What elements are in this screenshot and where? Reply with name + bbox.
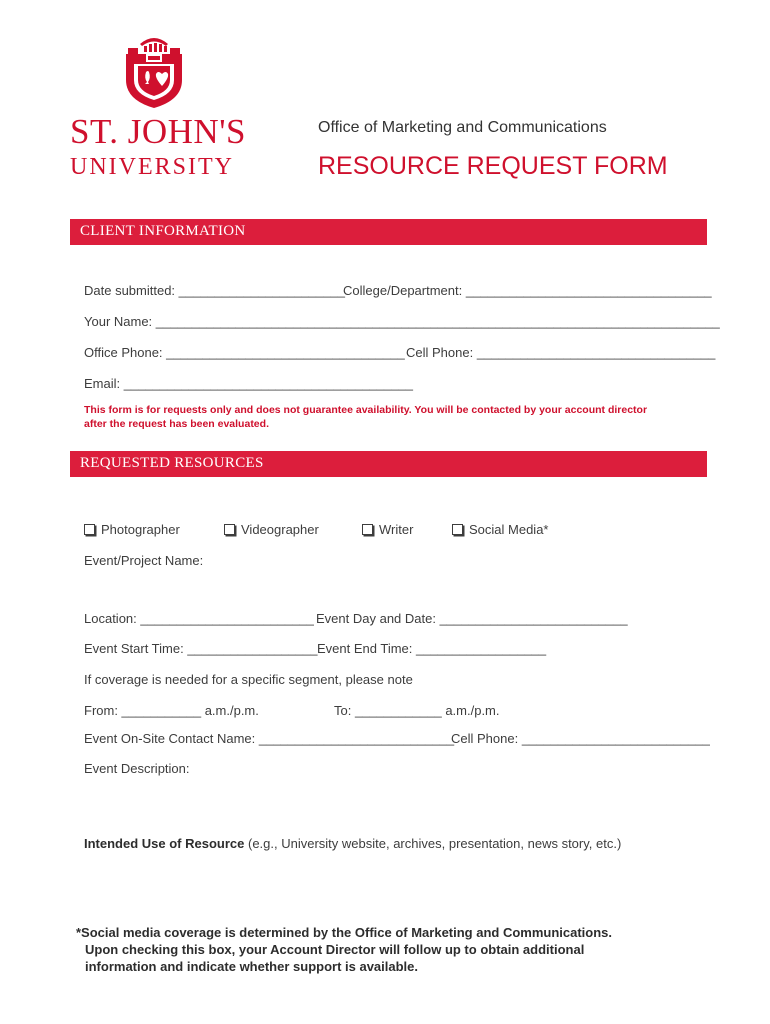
event-start-time-field[interactable]: Event Start Time: __________________ (84, 641, 318, 656)
footnote-line-3: information and indicate whether support is available. (85, 959, 419, 974)
checkbox-label: Videographer (241, 522, 319, 537)
checkbox-icon (224, 524, 235, 535)
office-phone-field[interactable]: Office Phone: _________________________________ (84, 345, 405, 360)
footnote-line-2: Upon checking this box, your Account Director will follow up to obtain additional (85, 942, 585, 957)
event-end-time-field[interactable]: Event End Time: __________________ (317, 641, 547, 656)
cell-phone-field[interactable]: Cell Phone: _________________________________ (406, 345, 716, 360)
email-field[interactable]: Email: ________________________________________ (84, 376, 413, 391)
notice-line-2: after the request has been evaluated. (84, 418, 269, 430)
page-title: RESOURCE REQUEST FORM (318, 152, 668, 180)
onsite-contact-name-field[interactable]: Event On-Site Contact Name: ___________________________ (84, 731, 455, 746)
date-submitted-field[interactable]: Date submitted: _______________________ (84, 283, 345, 298)
office-name: Office of Marketing and Communications (318, 119, 607, 136)
intended-use-label: Intended Use of Resource (84, 836, 245, 851)
checkbox-icon (362, 524, 373, 535)
footnote-line-1: *Social media coverage is determined by the Office of Marketing and Communications. (76, 925, 613, 940)
intended-use-field[interactable] (84, 836, 621, 851)
from-time-field[interactable]: From: ___________ a.m./p.m. (84, 703, 259, 718)
location-field[interactable]: Location: ________________________ (84, 611, 314, 626)
logo-wordmark-line2: UNIVERSITY (70, 154, 234, 180)
event-project-name-field[interactable]: Event/Project Name: (84, 553, 204, 568)
event-description-field[interactable]: Event Description: (84, 761, 190, 776)
section-heading: CLIENT INFORMATION (80, 223, 246, 239)
writer-checkbox[interactable] (362, 522, 413, 537)
notice-line-1: This form is for requests only and does not guarantee availability. You will be contacted by your account director (84, 404, 648, 416)
section-heading: REQUESTED RESOURCES (80, 455, 264, 471)
segment-note: If coverage is needed for a specific segment, please note (84, 672, 413, 687)
videographer-checkbox[interactable] (224, 522, 319, 537)
social-media-footnote (76, 924, 716, 975)
event-day-date-field[interactable]: Event Day and Date: __________________________ (316, 611, 628, 626)
checkbox-label: Photographer (101, 522, 180, 537)
checkbox-label: Writer (379, 522, 414, 537)
your-name-field[interactable]: Your Name: ______________________________________________________________________________ (84, 314, 720, 329)
logo-wordmark-line1: ST. JOHN'S (70, 112, 246, 151)
checkbox-label: Social Media* (469, 522, 549, 537)
checkbox-icon (452, 524, 463, 535)
social-media-checkbox[interactable] (452, 522, 549, 537)
onsite-contact-cell-field[interactable]: Cell Phone: __________________________ (451, 731, 710, 746)
checkbox-icon (84, 524, 95, 535)
photographer-checkbox[interactable] (84, 522, 180, 537)
requested-resources-header (70, 451, 707, 477)
to-time-field[interactable]: To: ____________ a.m./p.m. (334, 703, 500, 718)
client-information-header (70, 219, 707, 245)
college-department-field[interactable]: College/Department: __________________________________ (343, 283, 712, 298)
intended-use-hint: (e.g., University website, archives, presentation, news story, etc.) (244, 836, 622, 851)
university-seal-logo (118, 34, 190, 110)
availability-notice (84, 403, 704, 431)
